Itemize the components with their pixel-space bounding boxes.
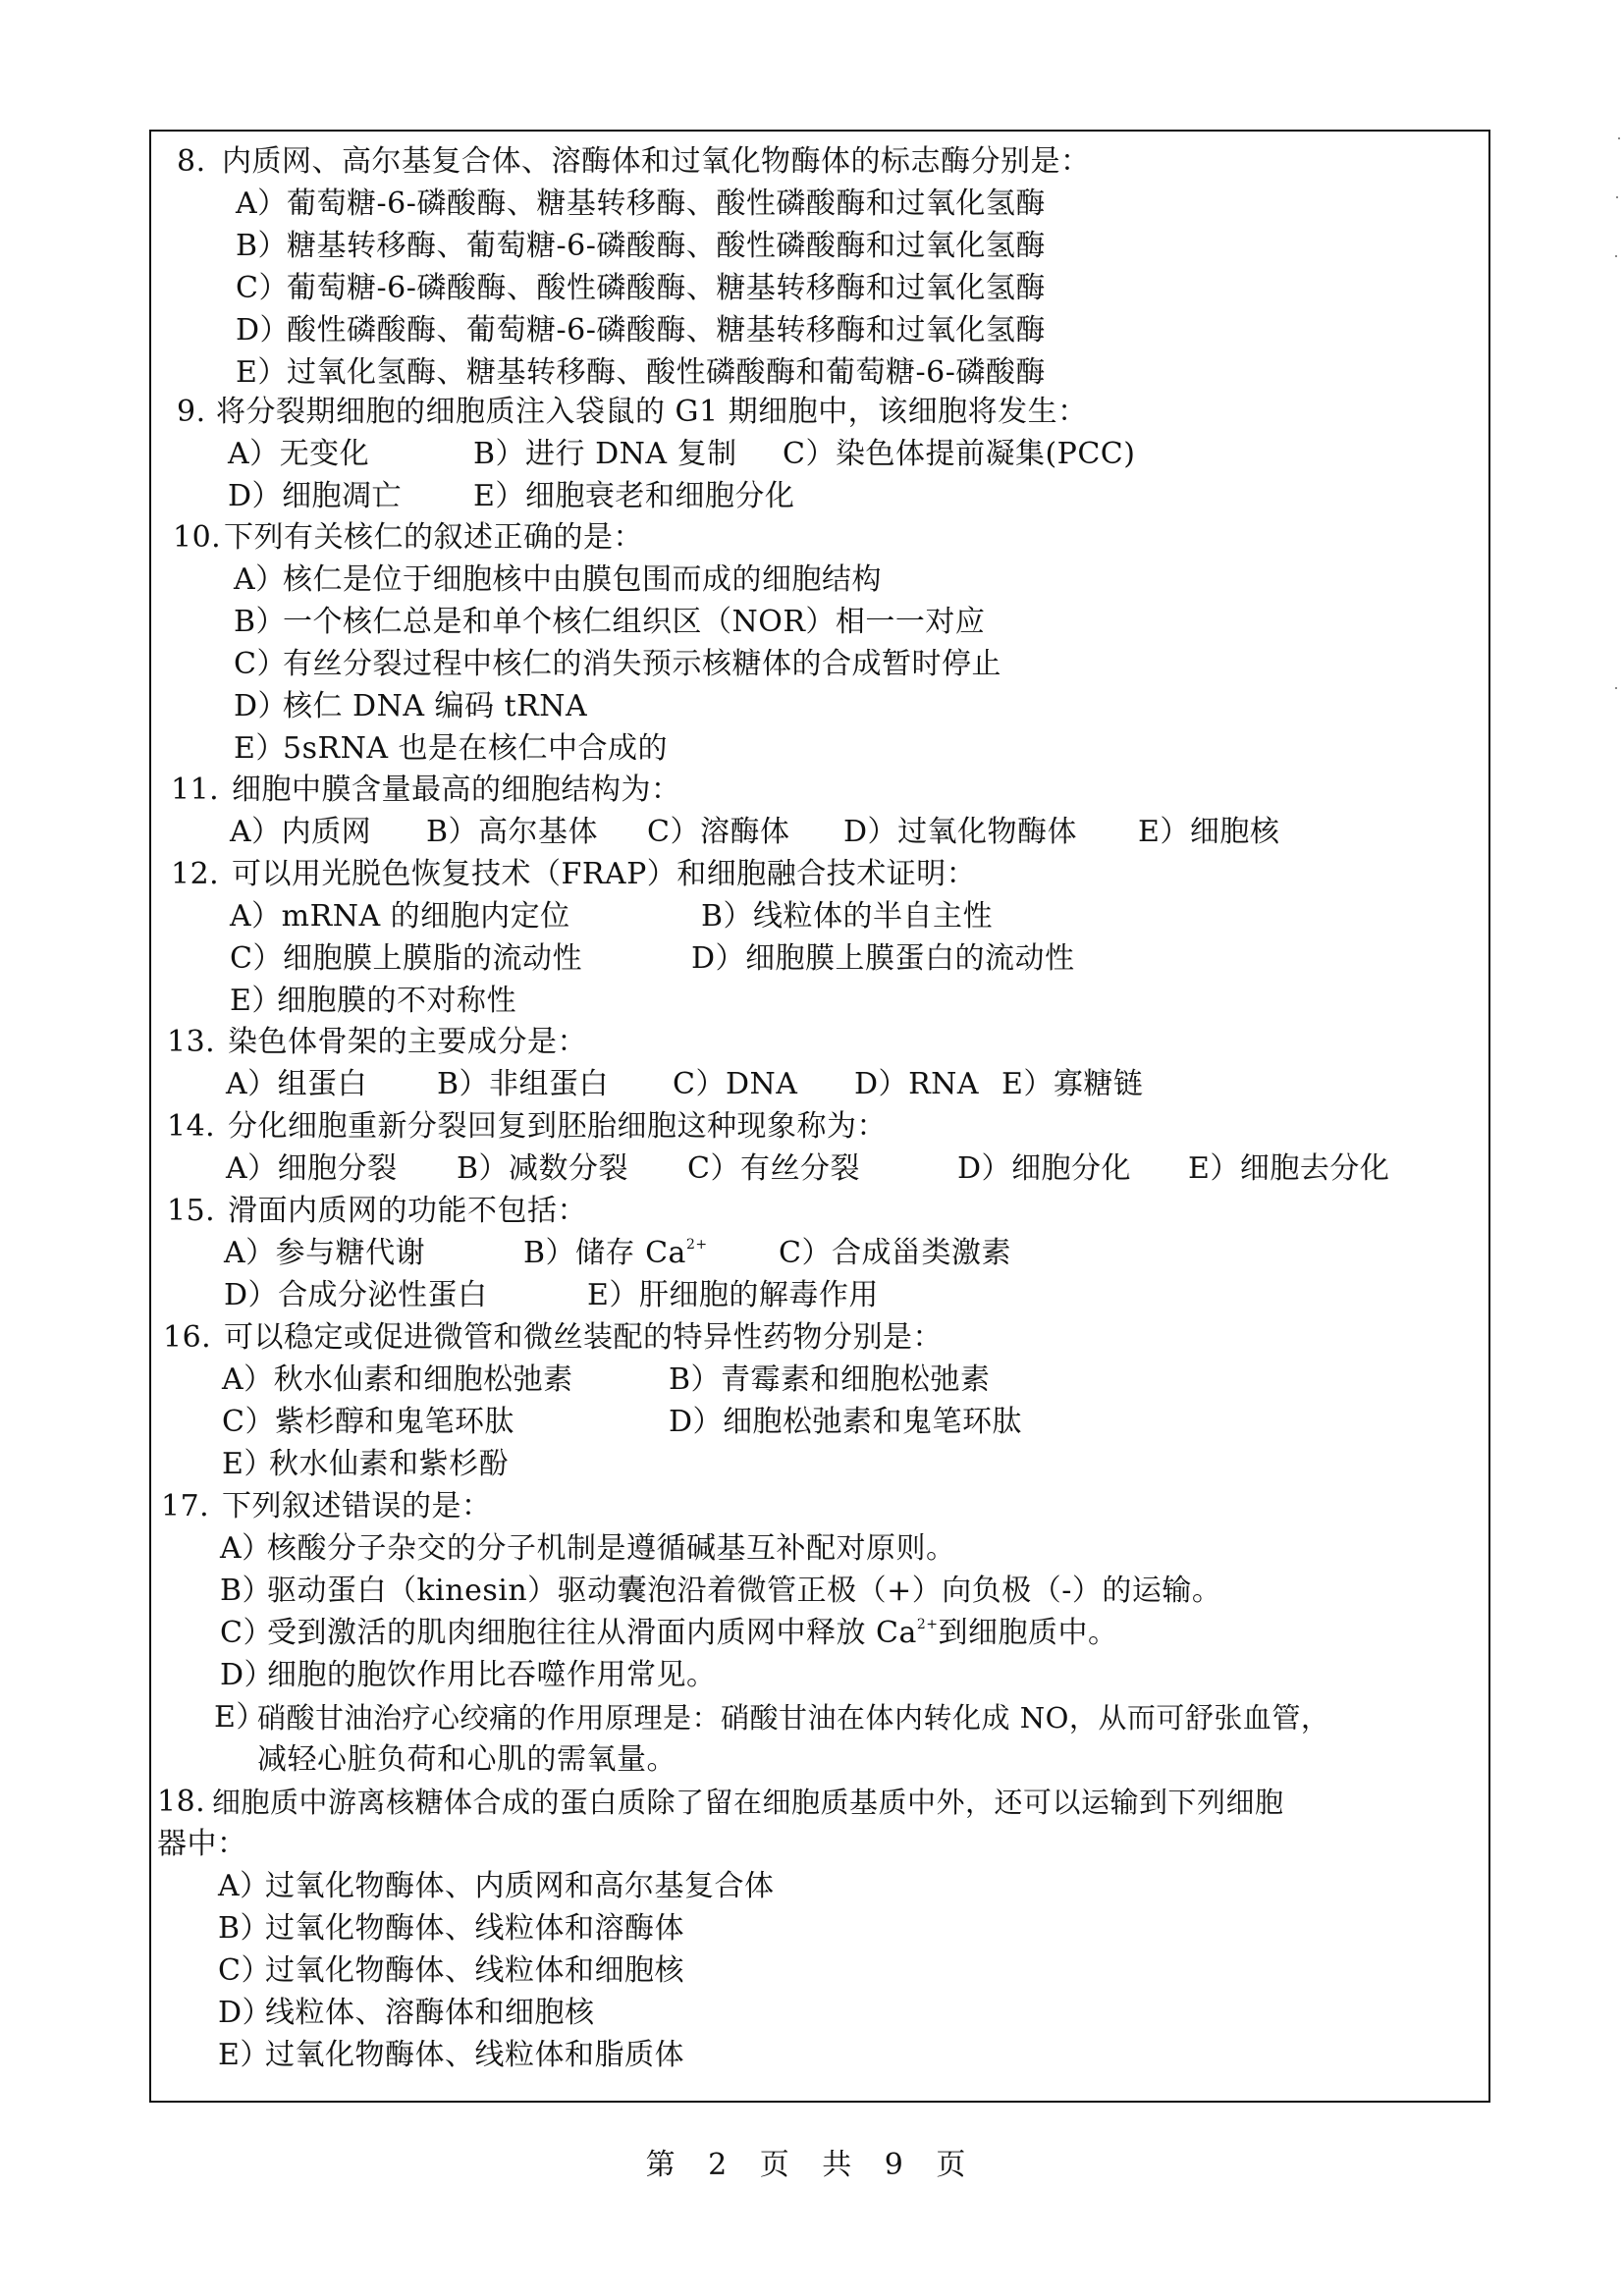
option-row <box>222 1359 1400 1402</box>
option-e: E）细胞去分化 <box>1188 1151 1390 1186</box>
question-text: 细胞质中游离核糖体合成的蛋白质除了留在细胞质基质中外，还可以运输到下列细胞 <box>212 1786 1284 1819</box>
option-text: 葡萄糖-6-磷酸酶、糖基转移酶、酸性磷酸酶和过氧化氢酶 <box>287 187 1046 221</box>
option-e: E）细胞衰老和细胞分化 <box>473 479 795 513</box>
option-a: A）秋水仙素和细胞松弛素 <box>222 1362 573 1397</box>
option-a: A）细胞分裂 <box>226 1151 398 1186</box>
option-d: D）细胞松弛素和鬼笔环肽 <box>669 1405 1023 1439</box>
option-b: B）非组蛋白 <box>437 1067 610 1101</box>
option-b: B）青霉素和细胞松弛素 <box>669 1362 991 1397</box>
option-row <box>222 1401 1400 1444</box>
option-d: D）合成分泌性蛋白 <box>224 1278 488 1312</box>
option-b: B）进行 DNA 复制 <box>473 437 737 471</box>
question-number: 14. <box>167 1109 216 1144</box>
question-text: 分化细胞重新分裂回复到胚胎细胞这种现象称为： <box>228 1109 887 1144</box>
question-text: 滑面内质网的功能不包括： <box>228 1194 587 1228</box>
page-number-footer: 第 2 页 共 9 页 <box>645 2148 978 2182</box>
option-row <box>224 1274 1402 1317</box>
scan-artifact <box>1615 255 1617 257</box>
scan-artifact <box>1618 137 1620 139</box>
option-d: D）细胞分化 <box>957 1151 1132 1186</box>
option-row <box>228 433 1406 476</box>
option-label: A） <box>236 187 288 221</box>
question-text: 下列有关核仁的叙述正确的是： <box>224 520 643 555</box>
option-c: C）溶酶体 <box>647 815 790 849</box>
option-text: 葡萄糖-6-磷酸酶、酸性磷酸酶、糖基转移酶和过氧化氢酶 <box>287 271 1046 305</box>
option-c: C）DNA <box>673 1067 798 1101</box>
option-b: B）高尔基体 <box>426 815 599 849</box>
question-number: 10. <box>173 520 222 555</box>
option-text: 酸性磷酸酶、葡萄糖-6-磷酸酶、糖基转移酶和过氧化氢酶 <box>287 313 1046 347</box>
scan-artifact <box>1615 687 1617 689</box>
option-d: D）RNA <box>854 1067 980 1101</box>
option-b: B）线粒体的半自主性 <box>701 899 994 934</box>
option-d: D）细胞膜上膜蛋白的流动性 <box>691 941 1075 976</box>
option-e: E）寡糖链 <box>1001 1067 1144 1101</box>
option-a: A）mRNA 的细胞内定位 <box>230 899 570 934</box>
option-label: B） <box>236 229 289 263</box>
option-c: C）紫杉醇和鬼笔环肽 <box>222 1405 514 1439</box>
question-text: 染色体骨架的主要成分是： <box>228 1025 587 1059</box>
option-c: C）有丝分裂 <box>687 1151 860 1186</box>
option-row <box>226 1148 1453 1191</box>
option-row <box>230 937 1408 981</box>
option-a: A）参与糖代谢 <box>224 1236 426 1270</box>
option-label: D） <box>236 313 291 347</box>
question-number: 16. <box>163 1320 212 1355</box>
question-number: 17. <box>161 1489 210 1523</box>
question-text: 将分裂期细胞的细胞质注入袋鼠的 G1 期细胞中，该细胞将发生： <box>216 395 1088 429</box>
option-label: C） <box>236 271 289 305</box>
option-c: C）细胞膜上膜脂的流动性 <box>230 941 582 976</box>
question-number: 12. <box>171 857 220 891</box>
option-d: D）过氧化物酶体 <box>843 815 1078 849</box>
question-number: 18. <box>157 1785 206 1819</box>
option-b: B）储存 $Ca^{2+}$ <box>523 1236 708 1270</box>
question-text: 内质网、高尔基复合体、溶酶体和过氧化物酶体的标志酶分别是： <box>222 144 1091 179</box>
question-number: 15. <box>167 1194 216 1228</box>
option-c: C）染色体提前凝集(PCC) <box>783 437 1136 471</box>
option-row <box>228 475 1406 518</box>
question-text: 可以用光脱色恢复技术（FRAP）和细胞融合技术证明： <box>232 857 977 891</box>
option-d: D）细胞凋亡 <box>228 479 403 513</box>
scan-artifact <box>1616 196 1618 198</box>
option-row <box>230 811 1408 854</box>
question-number: 11. <box>171 773 220 807</box>
option-e: E）细胞核 <box>1138 815 1280 849</box>
option-row <box>224 1232 1402 1275</box>
question-number: 9. <box>177 395 206 429</box>
question-number: 13. <box>167 1025 216 1059</box>
option-a: A）内质网 <box>230 815 372 849</box>
question-text: 可以稳定或促进微管和微丝装配的特异性药物分别是： <box>224 1320 943 1355</box>
question-text: 下列叙述错误的是： <box>222 1489 492 1523</box>
option-a: A）组蛋白 <box>226 1067 368 1101</box>
option-row <box>226 1063 1404 1106</box>
question-number: 8. <box>177 144 206 179</box>
option-e: E）肝细胞的解毒作用 <box>587 1278 879 1312</box>
option-a: A）无变化 <box>228 437 370 471</box>
option-row <box>230 895 1408 938</box>
option-c: C）合成甾类激素 <box>779 1236 1011 1270</box>
option-text: 过氧化氢酶、糖基转移酶、酸性磷酸酶和葡萄糖-6-磷酸酶 <box>287 355 1046 390</box>
option-text: 糖基转移酶、葡萄糖-6-磷酸酶、酸性磷酸酶和过氧化氢酶 <box>287 229 1046 263</box>
option-b: B）减数分裂 <box>457 1151 629 1186</box>
option-label: E） <box>236 355 288 390</box>
question-text: 细胞中膜含量最高的细胞结构为： <box>232 773 681 807</box>
